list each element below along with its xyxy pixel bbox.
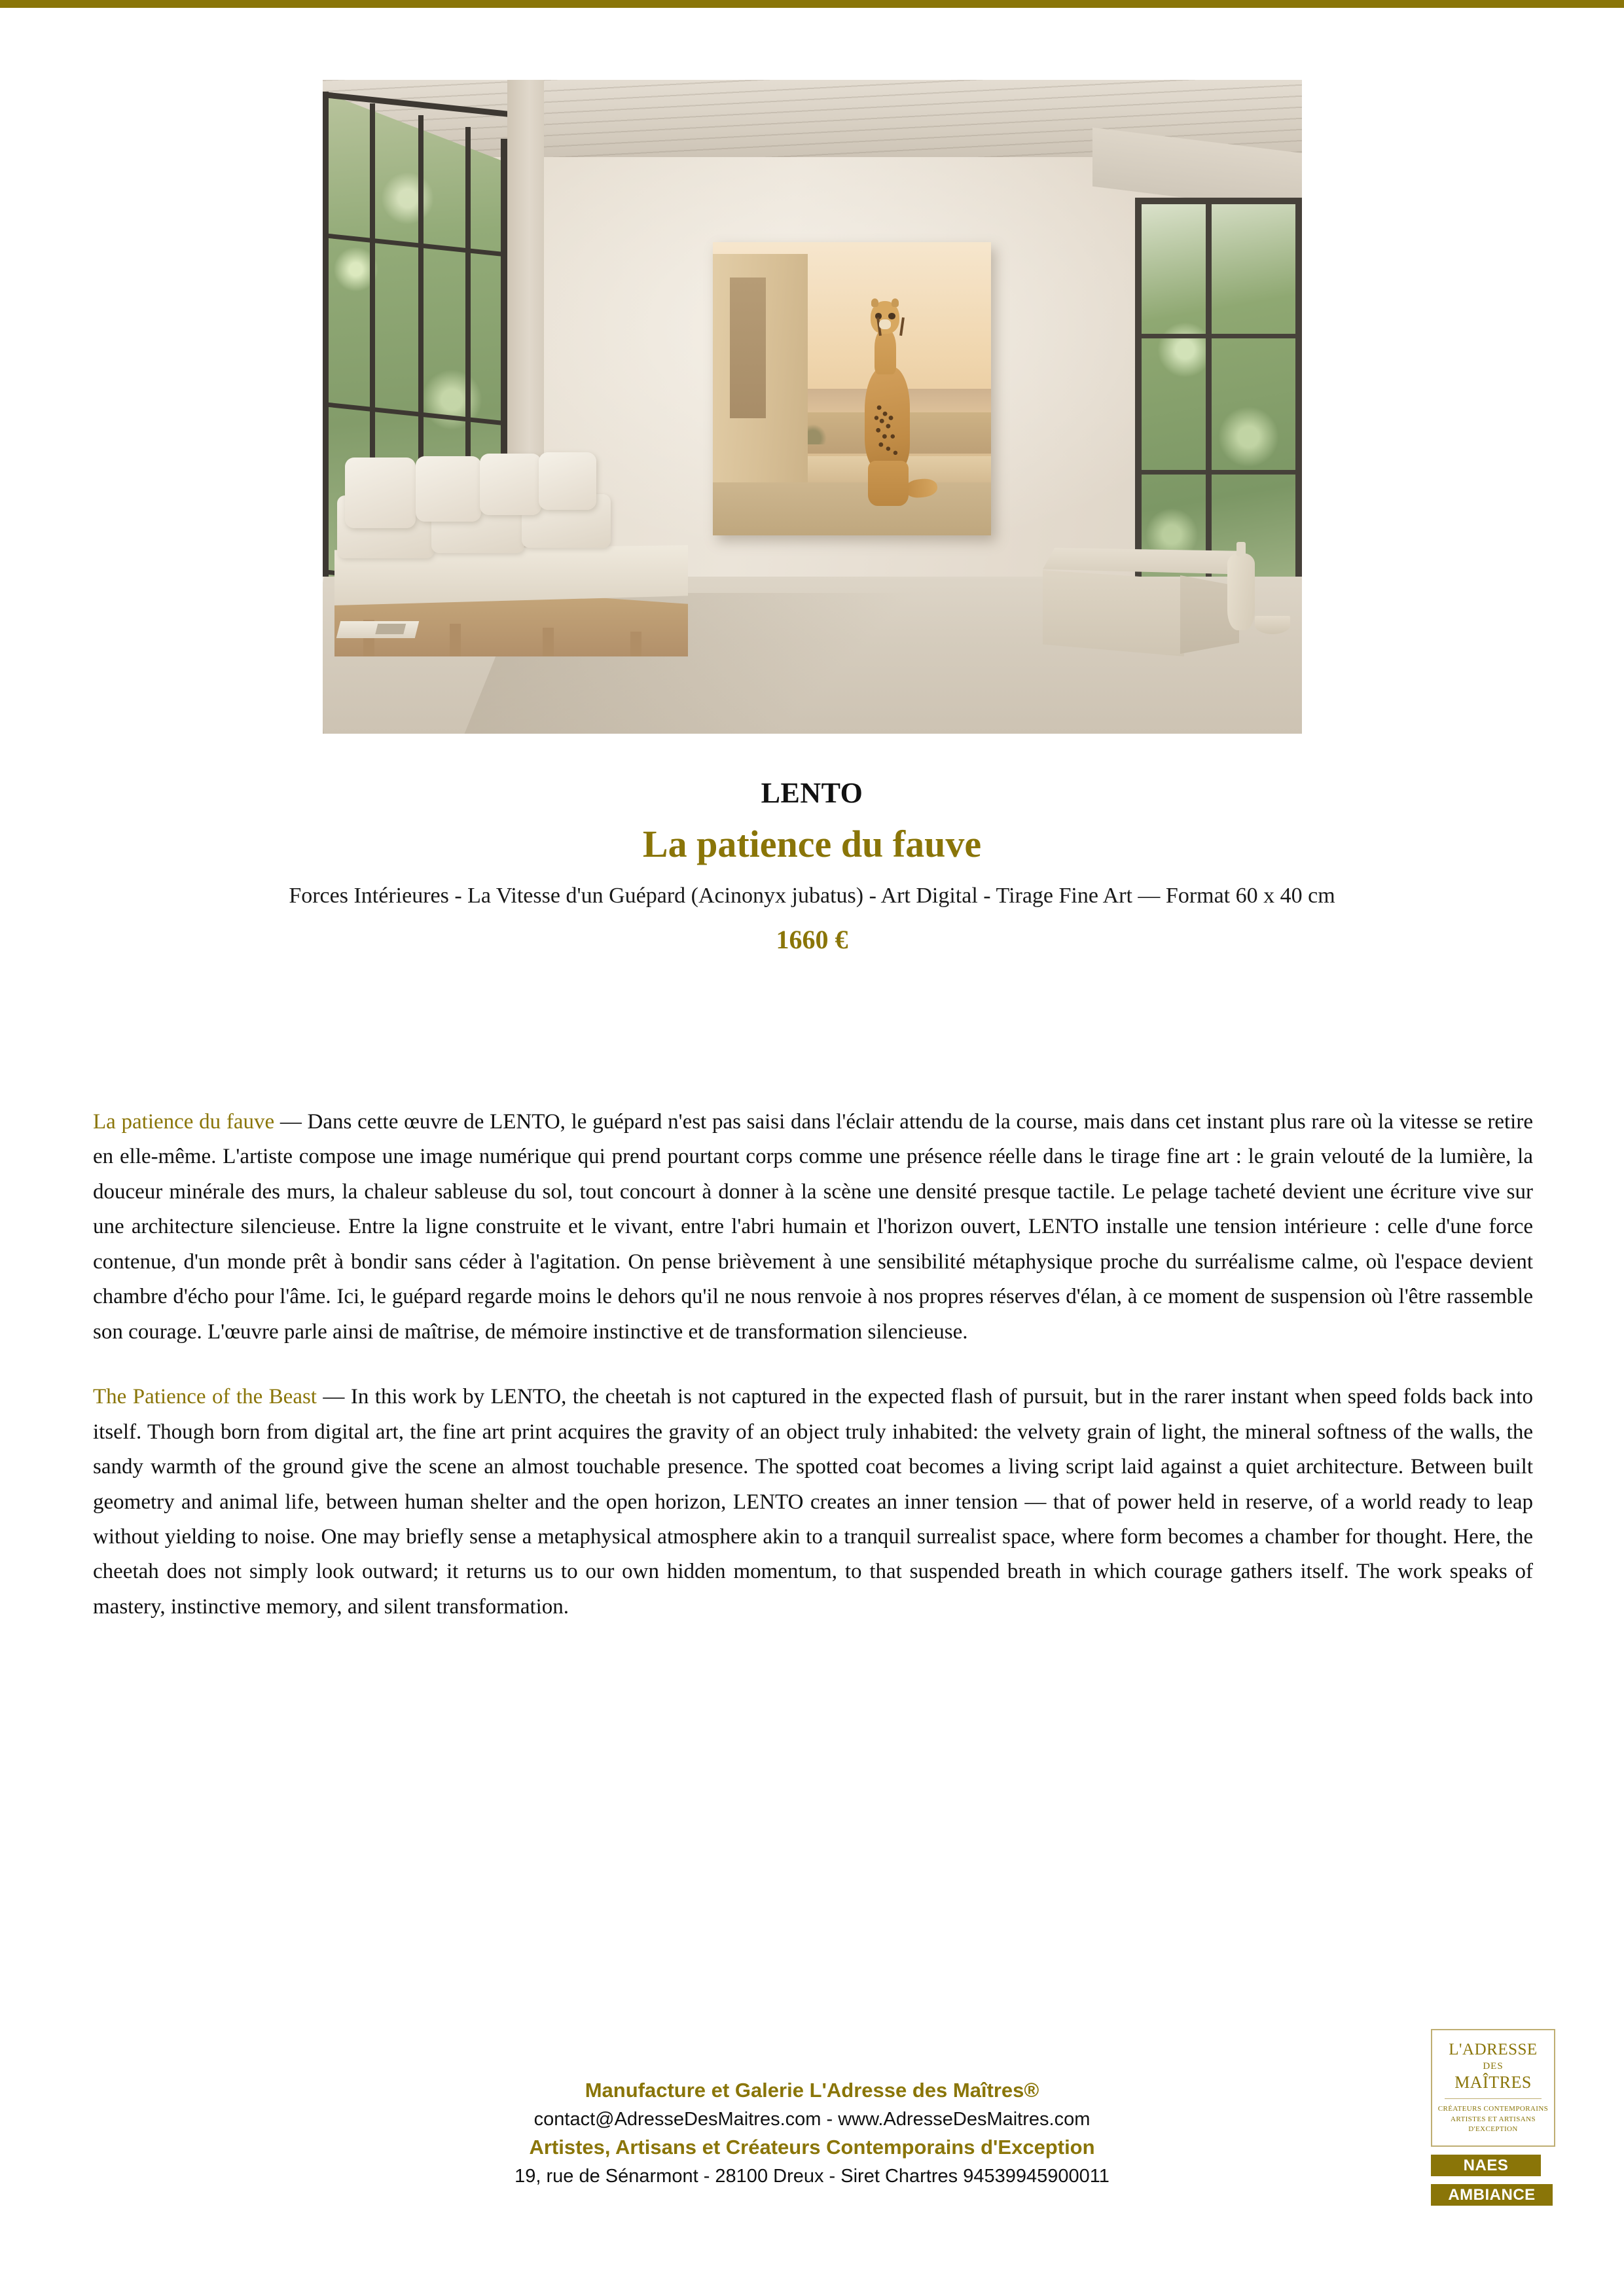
logo-subline-3: D'EXCEPTION xyxy=(1468,2125,1518,2134)
cheetah-figure xyxy=(855,301,928,507)
paragraph-french xyxy=(93,1105,1533,1350)
cheetah-body xyxy=(865,367,910,469)
adresse-des-maitres-logo xyxy=(1431,2029,1555,2147)
logo-line-2: DES xyxy=(1483,2060,1504,2072)
work-title: La patience du fauve xyxy=(642,823,982,866)
cheetah-legs xyxy=(868,461,909,506)
throw-pillow xyxy=(345,457,416,528)
footer-company-name: Manufacture et Galerie L'Adresse des Maîtres® xyxy=(585,2079,1039,2102)
price: 1660 € xyxy=(776,924,848,954)
artwork-doorway xyxy=(730,278,766,418)
artwork-mockup-photo xyxy=(323,80,1302,734)
framed-artwork-on-wall xyxy=(713,242,991,535)
artwork-ground xyxy=(713,482,991,535)
logo-line-3: MAÎTRES xyxy=(1454,2072,1532,2092)
logo-subline-1: CRÉATEURS CONTEMPORAINS xyxy=(1437,2104,1549,2113)
open-book xyxy=(336,621,419,638)
throw-pillow xyxy=(539,452,596,510)
badge-naes: NAES xyxy=(1431,2155,1541,2176)
footer-tagline: Artistes, Artisans et Créateurs Contemporains d'Exception xyxy=(529,2135,1095,2159)
footer-contact-block xyxy=(0,2076,1624,2190)
artist-name: LENTO xyxy=(761,777,863,809)
cheetah-spots xyxy=(865,367,910,469)
table-front-face xyxy=(1043,570,1184,656)
cheetah-tear-mark-right xyxy=(900,317,905,336)
cheetah-neck xyxy=(875,329,896,374)
top-accent-bar xyxy=(0,0,1624,8)
ceramic-bowl xyxy=(1255,616,1290,634)
description-section xyxy=(93,1105,1533,1655)
stone-coffee-table xyxy=(1043,548,1239,663)
paragraph-english-lead: The Patience of the Beast xyxy=(93,1385,317,1409)
footer xyxy=(0,2076,1624,2190)
cheetah-muzzle xyxy=(879,319,891,330)
work-subtitle: Forces Intérieures - La Vitesse d'un Guépard (Acinonyx jubatus) - Art Digital - Tirage Fine Art — Format 60 x 40 cm xyxy=(289,884,1335,908)
footer-contact-line[interactable]: contact@AdresseDesMaitres.com - www.AdresseDesMaitres.com xyxy=(533,2108,1091,2130)
footer-address-line: 19, rue de Sénarmont - 28100 Dreux - Siret Chartres 94539945900011 xyxy=(514,2165,1110,2187)
title-block xyxy=(0,778,1624,955)
logo-line-1: L'ADRESSE xyxy=(1449,2040,1538,2058)
badge-ambiance: AMBIANCE xyxy=(1431,2184,1553,2206)
paragraph-french-text: — Dans cette œuvre de LENTO, le guépard n'est pas saisi dans l'éclair attendu de la course, mais dans cet instant plus rare où la vitesse se retire en elle-même. L'artiste compose une image numérique qui prend pourtant corps comme une présence réelle dans le tirage fine art : le grain velouté de la lumière, la douceur minérale des murs, la chaleur sableuse du sol, tout concourt à donner à la scène une densité presque tactile. Le pelage tacheté devient une écriture vive sur une architecture silencieuse. Entre la ligne construite et le vivant, entre l'abri humain et l'horizon ouvert, LENTO installe une tension intérieure : celle d'une force contenue, d'un monde prêt à bondir sans céder à l'agitation. On pense brièvement à une sensibilité métaphysique proche du surréalisme calme, où l'espace devient chambre d'écho pour l'âme. Ici, le guépard regarde moins le dehors qu'il ne nous renvoie à nos propres réserves d'élan, à ce moment de suspension où l'être rassemble son courage. L'œuvre parle ainsi de maîtrise, de mémoire instinctive et de transformation silencieuse. xyxy=(93,1110,1533,1344)
throw-pillow xyxy=(480,454,541,515)
table-top xyxy=(1043,548,1239,574)
interior-scene xyxy=(323,80,1302,734)
ceramic-vase xyxy=(1227,553,1255,630)
paragraph-english xyxy=(93,1380,1533,1624)
brand-logo-block xyxy=(1431,2029,1568,2206)
paragraph-english-text: — In this work by LENTO, the cheetah is not captured in the expected flash of pursuit, but in the rarer instant when speed folds back into itself. Though born from digital art, the fine art print acquires the gravity of an object truly inhabited: the velvety grain of light, the mineral softness of the walls, the sandy warmth of the ground give the scene an almost touchable presence. The spotted coat becomes a living script laid against a quiet architecture. Between built geometry and animal life, between human shelter and the open horizon, LENTO creates an inner tension — that of power held in reserve, of a world ready to leap without yielding to noise. One may briefly sense a metaphysical atmosphere akin to a tranquil surrealist space, where form becomes a chamber for thought. Here, the cheetah does not simply look outward; it returns us to our own hidden momentum, to that suspended breath in which courage gathers itself. The work speaks of mastery, instinctive memory, and silent transformation. xyxy=(93,1385,1534,1619)
logo-divider xyxy=(1445,2098,1542,2099)
logo-subline-2: ARTISTES ET ARTISANS xyxy=(1451,2115,1536,2123)
throw-pillow xyxy=(416,456,481,522)
paragraph-french-lead: La patience du fauve xyxy=(93,1110,275,1134)
